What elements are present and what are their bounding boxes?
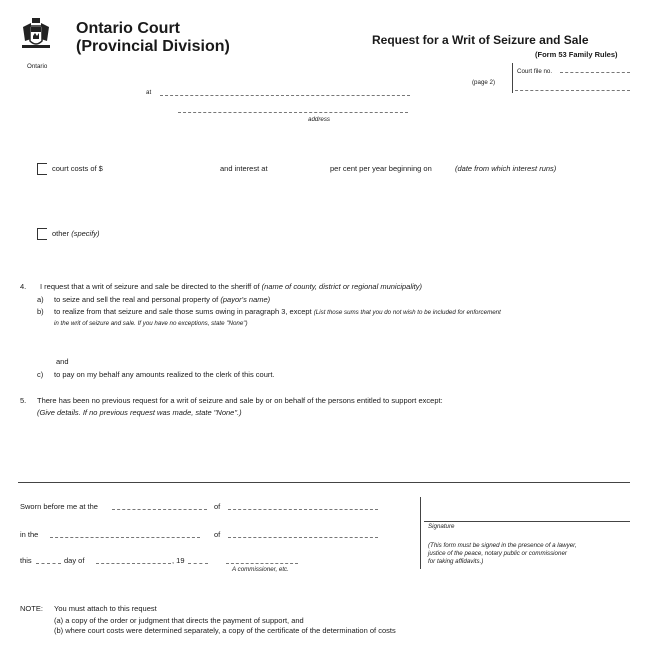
item4-b-text: to realize from that seizure and sale those sums owing in paragraph 3, except bbox=[54, 307, 312, 316]
court-costs-label: court costs of $ bbox=[52, 164, 103, 173]
item4-number: 4. bbox=[20, 282, 27, 291]
item4-b-group bbox=[54, 307, 501, 316]
sworn-before-label: Sworn before me at the bbox=[20, 502, 98, 511]
form-rule: (Form 53 Family Rules) bbox=[535, 50, 618, 59]
item5-number: 5. bbox=[20, 396, 27, 405]
commissioner-label: A commissioner, etc. bbox=[232, 566, 289, 573]
item4-and-label: and bbox=[56, 357, 69, 366]
in-the-field[interactable] bbox=[50, 537, 200, 538]
crest-caption: Ontario bbox=[27, 63, 48, 70]
day-field[interactable] bbox=[36, 563, 61, 564]
commissioner-signature-field[interactable] bbox=[226, 563, 298, 564]
sworn-place-field[interactable] bbox=[112, 509, 207, 510]
address-caption: address bbox=[308, 116, 331, 123]
note-item-b: (b) where court costs were determined separately, a copy of the certificate of the determination of costs bbox=[54, 626, 396, 635]
item4-c-label: c) bbox=[37, 370, 44, 379]
court-name: Ontario Court bbox=[76, 20, 180, 37]
court-file-label: Court file no. bbox=[517, 68, 553, 75]
item4-b-note1: (List those sums that you do not wish to be included for enforcement bbox=[313, 309, 501, 316]
item4-b-note2: in the writ of seizure and sale. If you have no exceptions, state "None") bbox=[54, 320, 248, 327]
item4-a-group bbox=[54, 295, 270, 304]
note-item-a: (a) a copy of the order or judgment that directs the payment of support, and bbox=[54, 616, 304, 625]
signature-box-border bbox=[420, 497, 421, 569]
court-costs-checkbox[interactable] bbox=[37, 163, 47, 175]
item4-note: (name of county, district or regional municipality) bbox=[261, 282, 423, 291]
form-title: Request for a Writ of Seizure and Sale bbox=[372, 33, 589, 47]
day-of-label: day of bbox=[64, 556, 85, 565]
address-field-1[interactable] bbox=[160, 95, 410, 96]
month-field[interactable] bbox=[96, 563, 171, 564]
note-intro: You must attach to this request bbox=[54, 604, 157, 613]
item5-text: There has been no previous request for a writ of seizure and sale by or on behalf of the persons entitled to support except: bbox=[37, 396, 443, 405]
item5-note: (Give details. If no previous request was made, state "None".) bbox=[37, 408, 242, 417]
year-field[interactable] bbox=[188, 563, 208, 564]
item4-c-text: to pay on my behalf any amounts realized to the clerk of this court. bbox=[54, 370, 275, 379]
other-label-group bbox=[52, 229, 100, 238]
court-file-number-field[interactable] bbox=[560, 72, 630, 73]
item4-text: I request that a writ of seizure and sale be directed to the sheriff of bbox=[40, 282, 260, 291]
section-divider bbox=[18, 482, 630, 483]
at-label: at bbox=[146, 89, 152, 96]
signature-note-3: for taking affidavits.) bbox=[428, 558, 484, 565]
in-the-of-label: of bbox=[214, 530, 221, 539]
in-the-of-field[interactable] bbox=[228, 537, 378, 538]
note-label: NOTE: bbox=[20, 604, 43, 613]
in-the-label: in the bbox=[20, 530, 39, 539]
item4-a-note: (payor's name) bbox=[220, 295, 271, 304]
court-file-number-field-2[interactable] bbox=[515, 90, 630, 91]
interest-date-note: (date from which interest runs) bbox=[455, 164, 557, 173]
court-division: (Provincial Division) bbox=[76, 38, 230, 55]
address-field-2[interactable] bbox=[178, 112, 408, 113]
other-specify-note: (specify) bbox=[71, 229, 100, 238]
sworn-of-field[interactable] bbox=[228, 509, 378, 510]
interest-label: and interest at bbox=[220, 164, 268, 173]
sworn-of-label: of bbox=[214, 502, 221, 511]
court-file-box-border bbox=[512, 63, 513, 93]
this-label: this bbox=[20, 556, 32, 565]
item4-b-label: b) bbox=[37, 307, 44, 316]
item4-text-group bbox=[40, 282, 422, 291]
percent-label: per cent per year beginning on bbox=[330, 164, 432, 173]
deponent-signature-field[interactable] bbox=[424, 521, 630, 522]
other-checkbox[interactable] bbox=[37, 228, 47, 240]
signature-note-1: (This form must be signed in the presence of a lawyer, bbox=[428, 542, 577, 549]
other-label: other bbox=[52, 229, 70, 238]
item4-a-label: a) bbox=[37, 295, 44, 304]
page-label: (page 2) bbox=[472, 79, 496, 86]
item4-a-text: to seize and sell the real and personal property of bbox=[54, 295, 219, 304]
year-label: , 19 bbox=[172, 556, 185, 565]
signature-note-2: justice of the peace, notary public or commissioner bbox=[428, 550, 567, 557]
ontario-coat-of-arms-icon bbox=[17, 17, 55, 61]
signature-label: Signature bbox=[428, 523, 455, 530]
